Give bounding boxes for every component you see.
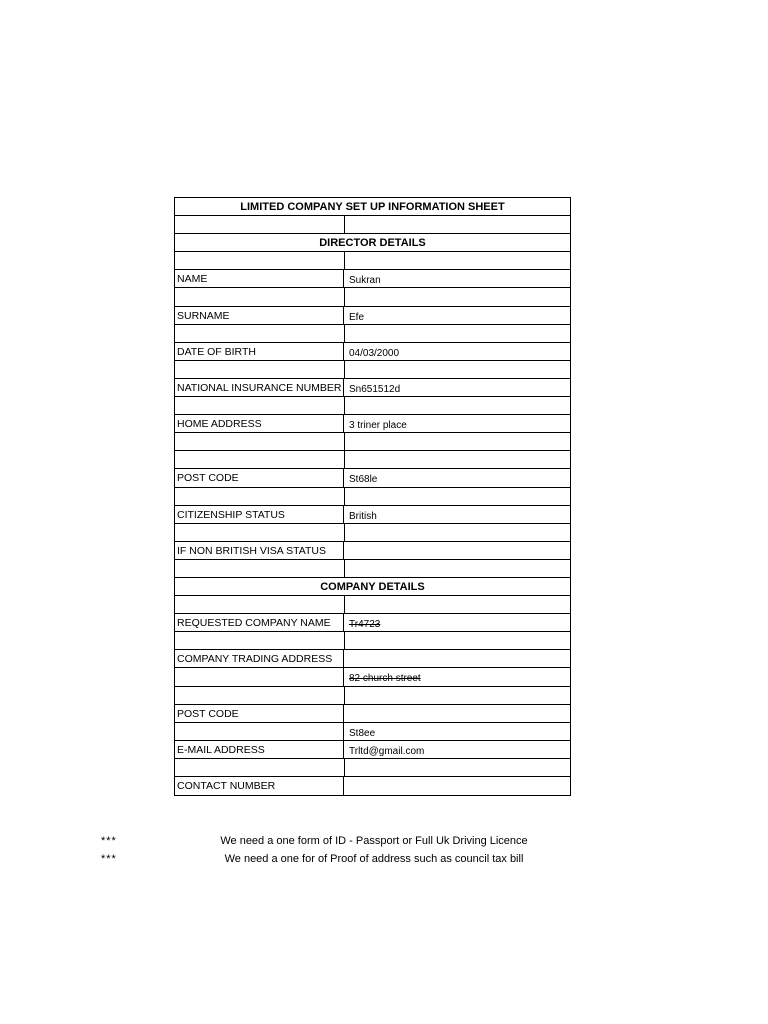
company-post-code-spacer [344, 705, 570, 722]
name-row [175, 270, 570, 288]
spacer-row [175, 361, 570, 379]
ni-value[interactable]: Sn651512d [349, 383, 401, 395]
company-post-code-label: POST CODE [175, 705, 344, 722]
spacer-row [175, 288, 570, 306]
note-marker: *** [101, 835, 117, 847]
visa-value[interactable] [344, 542, 570, 559]
citizenship-label: CITIZENSHIP STATUS [175, 506, 344, 523]
surname-label: SURNAME [175, 307, 344, 324]
trading-address-label: COMPANY TRADING ADDRESS [175, 650, 344, 667]
spacer-row [175, 252, 570, 270]
empty-label [175, 723, 344, 740]
contact-value[interactable] [344, 777, 570, 795]
id-note [0, 835, 768, 853]
citizenship-value[interactable]: British [349, 510, 377, 522]
spacer-row [175, 325, 570, 343]
company-heading-row [175, 578, 570, 596]
spacer-row [175, 560, 570, 578]
note-text: We need a one form of ID - Passport or Full Uk Driving Licence [220, 835, 528, 847]
company-name-label: REQUESTED COMPANY NAME [175, 614, 344, 631]
contact-row [175, 777, 570, 795]
home-address-label: HOME ADDRESS [175, 415, 344, 432]
spacer-row [175, 524, 570, 542]
sheet-title: LIMITED COMPANY SET UP INFORMATION SHEET [240, 201, 505, 213]
post-code-value[interactable]: St68le [349, 474, 378, 486]
email-value[interactable]: Trltd@gmail.com [349, 745, 425, 757]
spacer-row [175, 632, 570, 650]
company-name-row [175, 614, 570, 632]
spacer-row [175, 687, 570, 705]
empty-label [175, 668, 344, 685]
surname-value[interactable]: Efe [349, 311, 365, 323]
spacer-row [175, 397, 570, 415]
name-value[interactable]: Sukran [349, 275, 381, 287]
company-post-code-value-row [175, 723, 570, 741]
company-post-code-value[interactable]: St8ee [349, 727, 376, 739]
company-name-value[interactable]: Tr4723 [349, 619, 381, 631]
director-details-heading: DIRECTOR DETAILS [319, 237, 426, 250]
email-row [175, 741, 570, 759]
spacer-row [175, 433, 570, 451]
spacer-row [175, 216, 570, 234]
visa-row [175, 542, 570, 560]
trading-address-value[interactable]: 82 church street [349, 673, 421, 685]
director-heading-row [175, 234, 570, 252]
dob-value[interactable]: 04/03/2000 [349, 347, 400, 359]
contact-label: CONTACT NUMBER [175, 777, 344, 795]
dob-row [175, 343, 570, 361]
ni-label: NATIONAL INSURANCE NUMBER [175, 379, 344, 396]
address-note [0, 853, 768, 871]
post-code-label: POST CODE [175, 469, 344, 486]
trading-address-value-row [175, 668, 570, 686]
surname-row [175, 307, 570, 325]
company-post-code-row [175, 705, 570, 723]
visa-label: IF NON BRITISH VISA STATUS [175, 542, 344, 559]
title-row [175, 198, 570, 216]
trading-address-spacer [344, 650, 570, 667]
note-marker: *** [101, 853, 117, 865]
trading-address-row [175, 650, 570, 668]
ni-row [175, 379, 570, 397]
spacer-row [175, 596, 570, 614]
company-details-heading: COMPANY DETAILS [320, 580, 425, 593]
post-code-row [175, 469, 570, 487]
notes-section [0, 835, 768, 871]
name-label: NAME [175, 270, 344, 287]
spacer-row [175, 488, 570, 506]
home-address-value[interactable]: 3 triner place [349, 420, 407, 432]
citizenship-row [175, 506, 570, 524]
information-sheet-table [174, 197, 571, 796]
dob-label: DATE OF BIRTH [175, 343, 344, 360]
spacer-row [175, 451, 570, 469]
spacer-row [175, 759, 570, 777]
home-address-row [175, 415, 570, 433]
email-label: E-MAIL ADDRESS [175, 741, 344, 758]
note-text: We need a one for of Proof of address such as council tax bill [224, 853, 524, 865]
